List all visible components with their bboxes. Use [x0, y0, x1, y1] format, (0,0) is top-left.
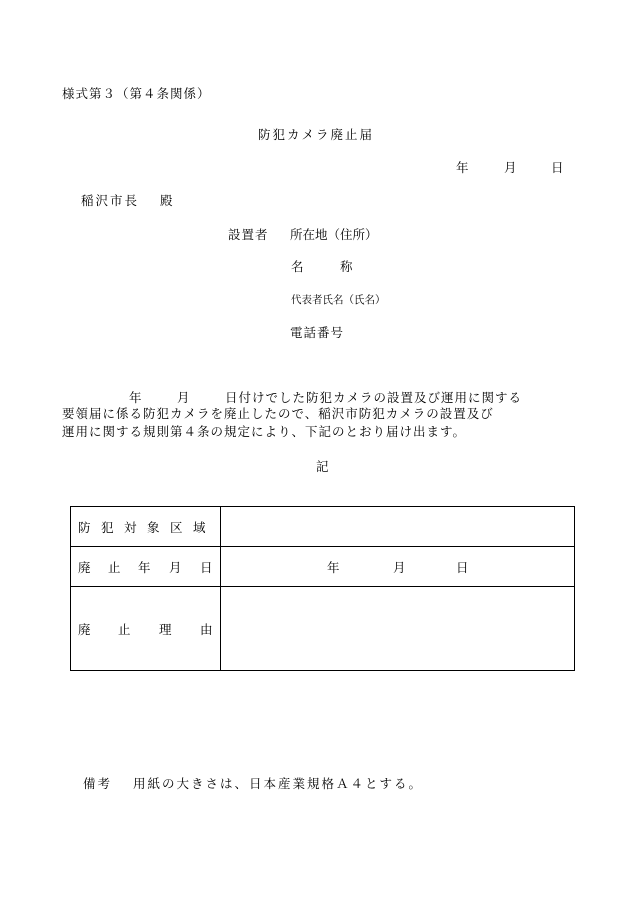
honorific: 殿 — [160, 193, 173, 208]
header-date-day: 日 — [551, 160, 564, 175]
applicant-label: 設置者 — [228, 227, 269, 242]
applicant-representative-label: 代表者氏名（氏名） — [291, 294, 386, 306]
body-line-2: 要領届に係る防犯カメラを廃止したので、稲沢市防犯カメラの設置及び — [62, 406, 494, 421]
abolition-date-label: 廃 止 年 月 日 — [71, 547, 221, 587]
note-text: 用紙の大きさは、日本産業規格Ａ４とする。 — [133, 776, 424, 791]
abolition-date-day: 日 — [456, 559, 469, 575]
ki-heading: 記 — [316, 459, 329, 474]
table-row — [71, 507, 575, 547]
addressee: 稲沢市長 — [81, 193, 140, 208]
abolition-date-year: 年 — [327, 559, 340, 575]
table-row — [71, 587, 575, 671]
protected-area-value[interactable] — [221, 507, 575, 547]
applicant-phone-label: 電話番号 — [290, 325, 345, 340]
applicant-address-label: 所在地（住所） — [290, 227, 378, 242]
header-date-year: 年 — [456, 160, 469, 175]
applicant-name-label-char: 名 — [291, 259, 304, 274]
abolition-date-month: 月 — [393, 559, 406, 575]
body-year: 年 — [129, 390, 142, 405]
body-line-3: 運用に関する規則第４条の規定により、下記のとおり届け出ます。 — [62, 424, 467, 439]
details-table — [70, 506, 575, 671]
abolition-reason-value[interactable] — [221, 587, 575, 671]
document-title: 防犯カメラ廃止届 — [258, 127, 375, 142]
abolition-reason-label: 廃 止 理 由 — [71, 587, 221, 671]
note-label: 備考 — [83, 776, 113, 791]
abolition-date-value[interactable] — [221, 547, 575, 587]
form-number: 様式第３（第４条関係） — [62, 86, 211, 101]
protected-area-label: 防 犯 対 象 区 域 — [71, 507, 221, 547]
body-month: 月 — [177, 390, 190, 405]
table-row — [71, 547, 575, 587]
body-line-1: 日付けでした防犯カメラの設置及び運用に関する — [225, 390, 523, 405]
applicant-name-label-char: 称 — [340, 259, 353, 274]
header-date-month: 月 — [504, 160, 517, 175]
